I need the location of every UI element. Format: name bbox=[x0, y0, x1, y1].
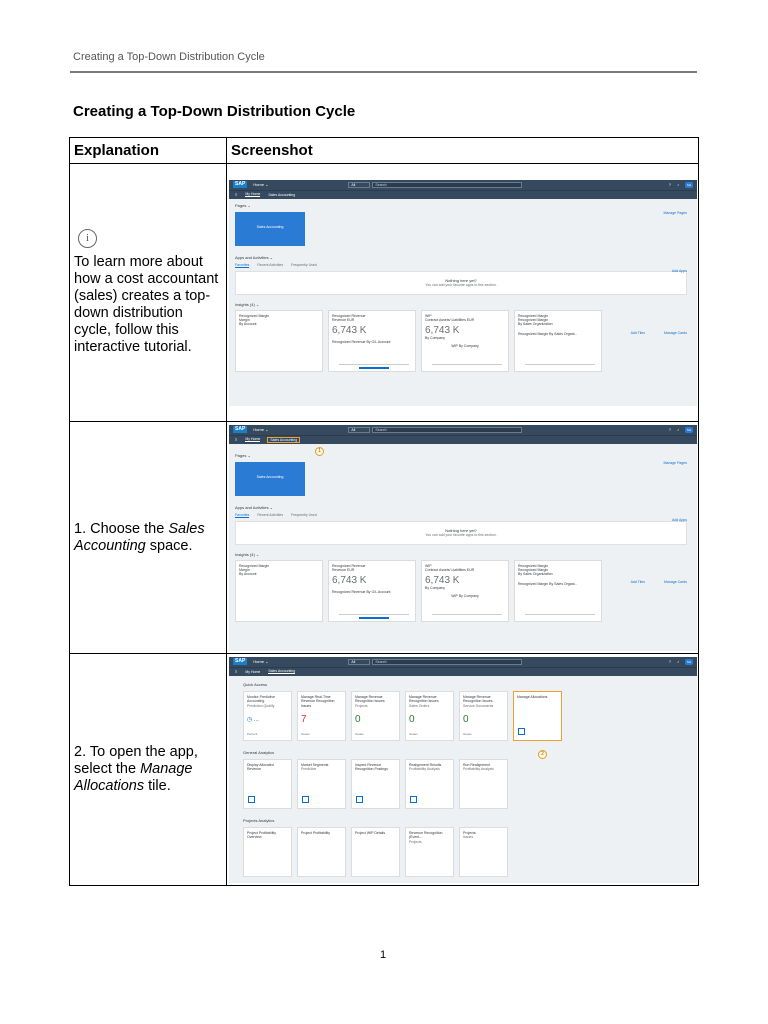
chart-icon bbox=[248, 796, 255, 803]
add-tiles-link[interactable]: Add Tiles bbox=[630, 330, 645, 335]
insights-title: Insights (4) ⌄ bbox=[235, 551, 260, 557]
avatar[interactable]: SG bbox=[686, 427, 692, 432]
projects-analytics-title: Projects Analytics bbox=[243, 817, 275, 823]
screenshot-home-step1 bbox=[229, 425, 697, 651]
shell-bar bbox=[229, 180, 697, 190]
card-title: WIP bbox=[425, 313, 432, 318]
menu-icon[interactable]: ≡ bbox=[235, 192, 238, 197]
general-analytics-tiles bbox=[229, 755, 697, 809]
tile-subtitle: Prediction Quality bbox=[247, 703, 275, 708]
chart-bar bbox=[359, 617, 389, 619]
app-tile[interactable] bbox=[297, 827, 346, 877]
app-tile[interactable] bbox=[405, 827, 454, 877]
subtab-frequent[interactable]: Frequently Used bbox=[291, 512, 317, 517]
subtab-favorites[interactable]: Favorites bbox=[235, 262, 250, 267]
search-scope-select[interactable]: All bbox=[348, 182, 370, 188]
chart-icon bbox=[410, 796, 417, 803]
screenshot-cell bbox=[227, 654, 699, 886]
card-chart-title: Recognized Margin By Sales Organi... bbox=[518, 581, 578, 586]
tile-title: Project Profitability Overview bbox=[247, 830, 276, 839]
insight-card[interactable] bbox=[328, 560, 416, 622]
tile-subtitle: Predictive bbox=[301, 767, 317, 771]
chart-axis bbox=[525, 614, 595, 615]
subtab-recent[interactable]: Recent Activities bbox=[257, 262, 284, 267]
page-number: 1 bbox=[380, 949, 387, 961]
card-subtitle: By Account bbox=[239, 321, 257, 326]
add-tiles-link[interactable]: Add Tiles bbox=[630, 579, 645, 584]
tile-title: Run Realignment bbox=[463, 762, 491, 767]
pages-title: Pages ⌄ bbox=[235, 202, 251, 208]
space-tabbar bbox=[229, 667, 697, 676]
card-subtitle: Margin bbox=[239, 567, 250, 572]
chart-axis bbox=[339, 614, 409, 615]
screenshot-sales-accounting-space bbox=[229, 657, 697, 883]
tile-title: Realignment Results bbox=[409, 762, 442, 767]
add-apps-link[interactable]: Add Apps bbox=[672, 517, 687, 522]
tile-title: Display Allocated Revenue bbox=[247, 762, 274, 771]
card-title: Recognized Revenue bbox=[332, 563, 366, 568]
tile-subtitle: Profitability Analysis bbox=[409, 767, 440, 771]
search-scope-select[interactable]: All bbox=[348, 427, 370, 433]
card-kpi: 6,743 K bbox=[332, 574, 367, 586]
empty-subtitle: You can add your favorite apps to this section. bbox=[425, 532, 497, 537]
tile-title: Revenue Recognition (Event-... bbox=[409, 830, 443, 839]
general-analytics-title: General Analytics bbox=[243, 749, 275, 755]
screenshot-cell bbox=[227, 164, 699, 422]
subtab-recent[interactable]: Recent Activities bbox=[257, 512, 284, 517]
search-input[interactable]: Search bbox=[372, 182, 522, 188]
card-title: WIP bbox=[425, 563, 432, 568]
home-menu[interactable]: Home ⌄ bbox=[253, 659, 269, 664]
header-explanation: Explanation bbox=[70, 138, 227, 164]
tile-footer: Issues bbox=[355, 732, 364, 736]
card-chart-title: Recognized Revenue By G/L Account bbox=[332, 589, 391, 594]
insights-title: Insights (4) ⌄ bbox=[235, 301, 260, 307]
shell-bar bbox=[229, 657, 697, 667]
apps-title: Apps and Activities ⌄ bbox=[235, 254, 274, 260]
home-menu[interactable]: Home ⌄ bbox=[253, 427, 269, 432]
sap-logo: SAP bbox=[235, 181, 246, 187]
app-tile[interactable] bbox=[297, 759, 346, 809]
card-subtitle: Recognized Margin bbox=[518, 317, 549, 322]
card-kpi: 6,743 K bbox=[425, 324, 460, 336]
table-header-row bbox=[70, 138, 699, 164]
tile-title: Monitor Predictive Accounting bbox=[247, 694, 276, 703]
chart-axis bbox=[525, 364, 595, 365]
help-icon[interactable]: ? bbox=[668, 427, 671, 432]
apps-subtabs bbox=[229, 260, 697, 268]
menu-icon[interactable]: ≡ bbox=[235, 669, 238, 674]
manage-cards-link[interactable]: Manage Cards bbox=[664, 330, 687, 335]
search-scope-select[interactable]: All bbox=[348, 659, 370, 665]
tile-title: Manage Revenue Recognition Issues bbox=[409, 694, 439, 703]
tile-subtitle: Profitability Analysis bbox=[463, 767, 494, 771]
tab-sales-accounting[interactable]: Sales Accounting bbox=[268, 192, 296, 197]
tile-kpi: 0 bbox=[409, 713, 415, 725]
card-subtitle: Revenue EUR bbox=[332, 567, 355, 572]
sales-accounting-tile[interactable]: Sales Accounting bbox=[235, 212, 305, 246]
app-tile[interactable] bbox=[297, 691, 346, 741]
space-tabbar bbox=[229, 190, 697, 199]
card-chart-title: WIP By Company bbox=[451, 593, 479, 598]
chart-axis bbox=[432, 614, 502, 615]
insight-card[interactable] bbox=[235, 560, 323, 622]
tile-title: Market Segments bbox=[301, 762, 329, 767]
tile-title: Manage Real-Time Revenue Recognition Issues bbox=[301, 694, 335, 708]
step-text: space. bbox=[145, 537, 193, 554]
insight-cards bbox=[229, 307, 697, 372]
tile-footer: Percent bbox=[247, 732, 258, 736]
tab-sales-accounting[interactable]: Sales Accounting bbox=[270, 437, 298, 442]
step-marker: 2 bbox=[538, 750, 547, 759]
table-row bbox=[70, 654, 699, 886]
tile-title: Manage Revenue Recognition Issues bbox=[355, 694, 385, 703]
subtab-frequent[interactable]: Frequently Used bbox=[291, 262, 317, 267]
card-subtitle: By Company bbox=[425, 585, 446, 590]
card-title: Recognized Revenue bbox=[332, 313, 366, 318]
app-tile[interactable] bbox=[405, 691, 454, 741]
card-subtitle: Contract Assets/ Liabilities EUR bbox=[425, 567, 475, 572]
card-subtitle: Recognized Margin bbox=[518, 567, 549, 572]
apps-title: Apps and Activities ⌄ bbox=[235, 504, 274, 510]
help-icon[interactable]: ? bbox=[668, 182, 671, 187]
screenshot-cell bbox=[227, 422, 699, 654]
empty-subtitle: You can add your favorite apps to this section. bbox=[425, 282, 497, 287]
pages-title: Pages ⌄ bbox=[235, 452, 251, 458]
card-chart-title: Recognized Revenue By G/L Account bbox=[332, 339, 391, 344]
tile-subtitle: Projects bbox=[355, 703, 368, 708]
explanation-cell bbox=[70, 422, 227, 654]
apps-subtabs bbox=[229, 510, 697, 518]
bell-icon[interactable]: ♪ bbox=[677, 427, 679, 432]
card-title: Recognized Margin bbox=[518, 313, 549, 318]
header-rule bbox=[70, 71, 697, 73]
shell-bar bbox=[229, 425, 697, 435]
card-subtitle: Margin bbox=[239, 317, 250, 322]
app-tile[interactable] bbox=[351, 691, 400, 741]
table-row bbox=[70, 422, 699, 654]
app-tile[interactable] bbox=[243, 827, 292, 877]
tile-footer: Issues bbox=[301, 732, 310, 736]
intro-text: To learn more about how a cost accountant (sales) creates a top-down distribution cycle, follow this interactive tutorial. bbox=[74, 254, 219, 355]
card-kpi: 6,743 K bbox=[425, 574, 460, 586]
space-tabbar bbox=[229, 435, 697, 444]
card-chart-title: WIP By Company bbox=[451, 343, 479, 348]
step-text: tile. bbox=[144, 778, 171, 794]
screenshot-home bbox=[229, 180, 697, 406]
insight-cards bbox=[229, 557, 697, 622]
quick-access-title: Quick Access bbox=[243, 681, 268, 687]
inspect-icon bbox=[356, 796, 363, 803]
tile-title: Project Profitability bbox=[301, 830, 330, 835]
bell-icon[interactable]: ♪ bbox=[677, 659, 679, 664]
avatar[interactable]: SG bbox=[686, 182, 692, 187]
explanation-cell bbox=[70, 164, 227, 422]
insight-card[interactable] bbox=[514, 310, 602, 372]
tile-kpi: 0 bbox=[463, 713, 469, 725]
header-screenshot: Screenshot bbox=[227, 138, 699, 164]
sap-logo: SAP bbox=[235, 426, 246, 432]
quick-access-tiles bbox=[229, 687, 697, 741]
home-menu[interactable]: Home ⌄ bbox=[253, 182, 269, 187]
manage-cards-link[interactable]: Manage Cards bbox=[664, 579, 687, 584]
tab-sales-accounting[interactable]: Sales Accounting bbox=[268, 669, 296, 673]
app-tile[interactable] bbox=[351, 759, 400, 809]
step-text: 2. To open the app, select the bbox=[74, 744, 198, 777]
empty-favorites bbox=[235, 521, 687, 545]
card-subtitle: By Account bbox=[239, 571, 257, 576]
app-tile[interactable] bbox=[459, 827, 508, 877]
search-input[interactable]: Search bbox=[372, 427, 522, 433]
running-header: Creating a Top-Down Distribution Cycle bbox=[73, 51, 265, 63]
tile-footer: Issues bbox=[409, 732, 418, 736]
tab-my-home[interactable]: My Home bbox=[245, 192, 261, 196]
tile-subtitle: Service Documents bbox=[463, 703, 494, 708]
tile-title: Inspect Revenue Recognition Postings bbox=[355, 762, 388, 771]
step-emphasis: Sales Accounting bbox=[74, 520, 205, 554]
app-tile[interactable] bbox=[243, 691, 292, 741]
menu-icon[interactable]: ≡ bbox=[235, 437, 238, 442]
card-title: Recognized Margin bbox=[239, 313, 270, 318]
card-kpi: 6,743 K bbox=[332, 324, 367, 336]
app-tile[interactable] bbox=[405, 759, 454, 809]
step-text: 1. Choose the bbox=[74, 520, 169, 537]
chart-axis bbox=[432, 364, 502, 365]
empty-title: Nothing here yet? bbox=[445, 277, 477, 283]
bell-icon[interactable]: ♪ bbox=[677, 182, 679, 187]
tile-title: Manage Revenue Recognition Issues bbox=[463, 694, 493, 703]
insight-card[interactable] bbox=[421, 310, 509, 372]
table-row bbox=[70, 164, 699, 422]
step-emphasis: Manage Allocations bbox=[74, 761, 193, 794]
explanation-cell bbox=[70, 654, 227, 886]
tile-footer: Issues bbox=[463, 732, 472, 736]
tile-title: Projects bbox=[463, 830, 476, 835]
insight-card[interactable] bbox=[421, 560, 509, 622]
document-title: Creating a Top-Down Distribution Cycle bbox=[73, 103, 356, 120]
tile-kpi: 0 bbox=[355, 713, 361, 725]
sap-logo: SAP bbox=[235, 658, 246, 664]
insight-card[interactable] bbox=[514, 560, 602, 622]
steps-table bbox=[69, 137, 699, 886]
gauge-icon: ◷ ... bbox=[247, 716, 259, 723]
card-subtitle: By Sales Organization bbox=[518, 571, 553, 576]
empty-title: Nothing here yet? bbox=[445, 527, 477, 533]
tile-subtitle: Sales Orders bbox=[409, 703, 430, 708]
chart-bar bbox=[359, 367, 389, 369]
sales-accounting-tile[interactable]: Sales Accounting bbox=[235, 462, 305, 496]
tab-my-home[interactable]: My Home bbox=[245, 669, 261, 674]
card-title: Recognized Margin bbox=[239, 563, 270, 568]
info-icon: i bbox=[78, 229, 97, 248]
app-tile[interactable] bbox=[459, 759, 508, 809]
manage-pages-link[interactable]: Manage Pages bbox=[663, 210, 687, 215]
card-subtitle: Contract Assets/ Liabilities EUR bbox=[425, 317, 475, 322]
projects-analytics-tiles bbox=[229, 823, 697, 877]
step-marker: 1 bbox=[315, 447, 324, 456]
tile-kpi: 7 bbox=[301, 713, 307, 725]
card-title: Recognized Margin bbox=[518, 563, 549, 568]
allocation-icon bbox=[518, 728, 525, 735]
manage-allocations-tile[interactable] bbox=[513, 691, 562, 741]
tile-title: Project WIP Details bbox=[355, 830, 386, 835]
subtab-favorites[interactable]: Favorites bbox=[235, 512, 250, 517]
insight-card[interactable] bbox=[328, 310, 416, 372]
manage-pages-link[interactable]: Manage Pages bbox=[663, 460, 687, 465]
avatar[interactable]: SG bbox=[686, 659, 692, 664]
tab-my-home[interactable]: My Home bbox=[245, 437, 261, 441]
tile-title: Manage Allocations bbox=[517, 694, 548, 699]
card-subtitle: By Sales Organization bbox=[518, 321, 553, 326]
help-icon[interactable]: ? bbox=[668, 659, 671, 664]
card-chart-title: Recognized Margin By Sales Organi... bbox=[518, 331, 578, 336]
chart-icon bbox=[302, 796, 309, 803]
app-tile[interactable] bbox=[351, 827, 400, 877]
tile-subtitle: Issues bbox=[463, 835, 474, 839]
card-subtitle: Revenue EUR bbox=[332, 317, 355, 322]
insight-card[interactable] bbox=[235, 310, 323, 372]
chart-axis bbox=[339, 364, 409, 365]
add-apps-link[interactable]: Add Apps bbox=[672, 268, 687, 273]
search-input[interactable]: Search bbox=[372, 659, 522, 665]
app-tile[interactable] bbox=[459, 691, 508, 741]
tile-subtitle: Projects bbox=[409, 839, 422, 844]
card-subtitle: By Company bbox=[425, 335, 446, 340]
app-tile[interactable] bbox=[243, 759, 292, 809]
